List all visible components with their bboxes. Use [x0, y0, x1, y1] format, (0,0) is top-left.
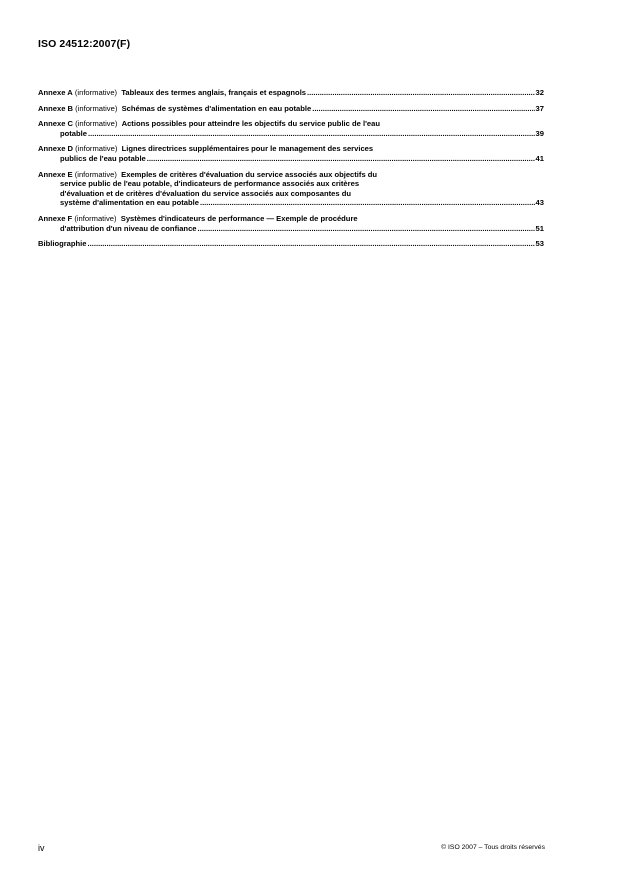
annex-title: Exemples de critères d'évaluation du service associés aux objectifs du [121, 169, 378, 179]
annex-title-continued: d'évaluation et de critères d'évaluation du service associés aux composantes du [60, 188, 352, 198]
toc-entry-annex-a[interactable] [38, 88, 544, 98]
annex-title-continued: service public de l'eau potable, d'indicateurs de performance associés aux critères [60, 179, 360, 189]
dot-leader [312, 104, 534, 114]
page-number: 43 [535, 198, 544, 208]
annex-title-continued: potable [60, 128, 88, 138]
annex-type: (informative) [75, 103, 118, 113]
page-number: 32 [535, 88, 544, 97]
annex-label: Annexe E [38, 169, 73, 179]
annex-type: (informative) [74, 169, 117, 179]
document-header: ISO 24512:2007(F) [38, 38, 131, 50]
annex-title: Schémas de systèmes d'alimentation en eau potable [121, 103, 312, 113]
footer-page-number: iv [38, 843, 45, 853]
annex-title-continued: système d'alimentation en eau potable [60, 198, 199, 208]
toc-entry-annex-b[interactable] [38, 104, 544, 114]
toc-entry-annex-e[interactable] [38, 170, 544, 208]
page-number: 39 [535, 128, 544, 138]
toc-entry-annex-f[interactable] [38, 214, 544, 233]
annex-title: Lignes directrices supplémentaires pour le management des services [121, 144, 374, 154]
annex-type: (informative) [75, 144, 118, 154]
annex-type: (informative) [74, 88, 118, 97]
toc-entry-annex-c[interactable] [38, 119, 544, 138]
annex-type: (informative) [74, 213, 117, 223]
page-number: 53 [535, 239, 544, 249]
annex-label: Annexe D [38, 144, 74, 154]
annex-title: Systèmes d'indicateurs de performance — Exemple de procédure [120, 213, 358, 223]
page-number: 51 [535, 223, 544, 233]
toc-entry-bibliography[interactable] [38, 239, 544, 249]
page-number: 41 [535, 153, 544, 163]
dot-leader [88, 239, 535, 249]
annex-label: Annexe C [38, 119, 74, 129]
annex-label: Annexe A [38, 88, 73, 97]
toc-entry-annex-d[interactable] [38, 144, 544, 163]
page-number: 37 [535, 103, 544, 113]
dot-leader [147, 154, 535, 164]
annex-title-continued: publics de l'eau potable [60, 153, 146, 163]
footer-copyright: © ISO 2007 – Tous droits réservés [441, 844, 545, 851]
annex-type: (informative) [75, 119, 118, 129]
dot-leader [200, 198, 535, 208]
dot-leader [198, 224, 535, 234]
annex-label: Annexe B [38, 103, 74, 113]
annex-title-continued: d'attribution d'un niveau de confiance [60, 223, 197, 233]
annex-label: Annexe F [38, 213, 73, 223]
table-of-contents [38, 88, 544, 255]
bibliography-label: Bibliographie [38, 239, 87, 249]
annex-title: Actions possibles pour atteindre les objectifs du service public de l'eau [121, 119, 380, 129]
dot-leader [307, 88, 535, 98]
dot-leader [88, 129, 535, 139]
annex-title: Tableaux des termes anglais, français et espagnols [121, 88, 307, 97]
